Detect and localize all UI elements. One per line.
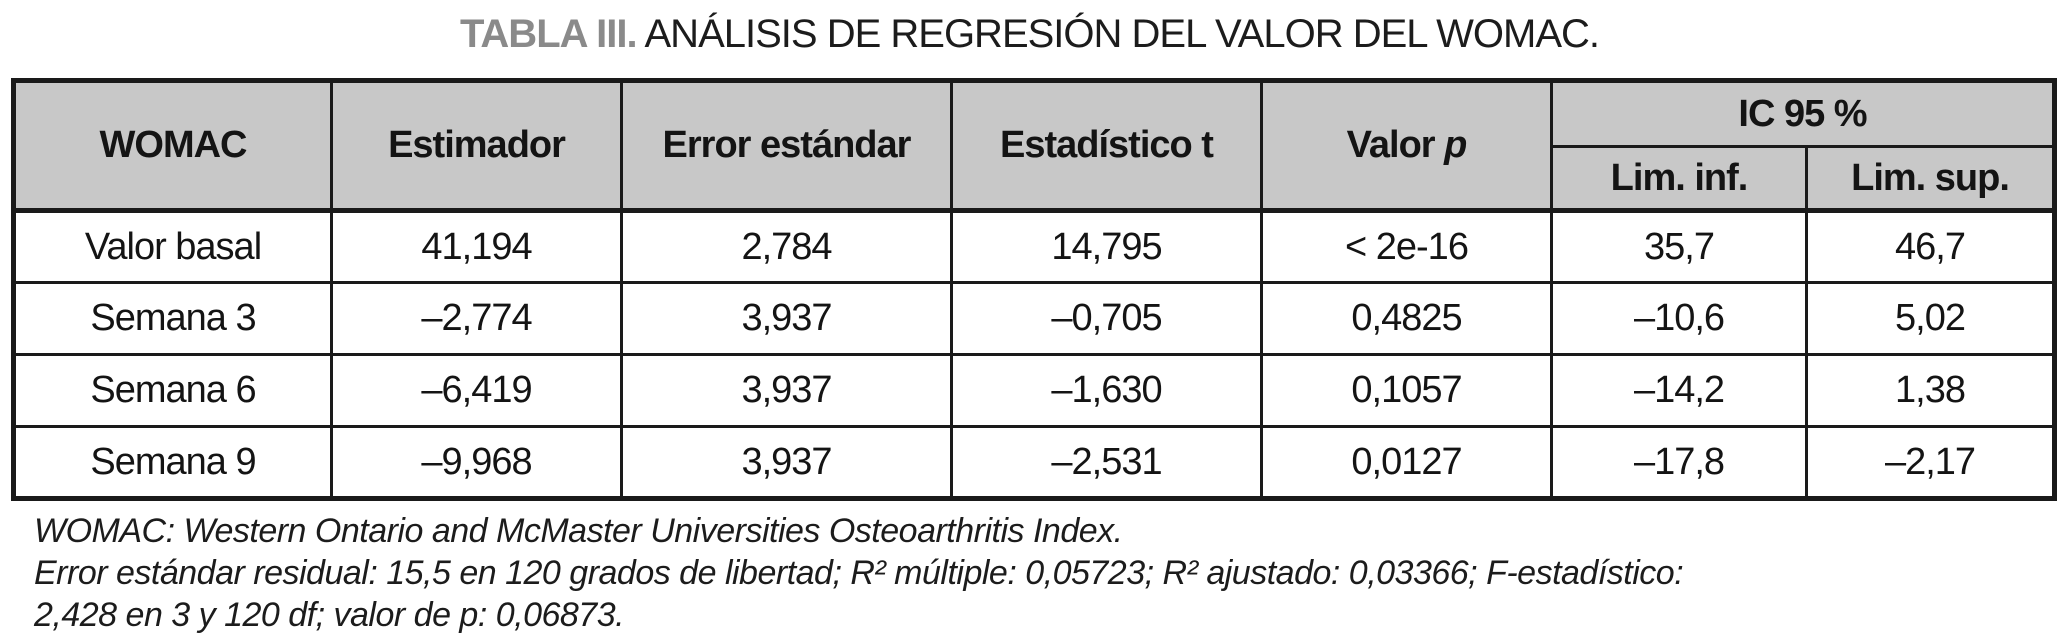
cell-estimador: –6,419 [332, 355, 622, 427]
footnote-regression-stats-1: Error estándar residual: 15,5 en 120 grados de libertad; R² múltiple: 0,05723; R² ajustado: 0,03366; F-estadístico: [34, 554, 1684, 592]
table-footnotes [34, 510, 2044, 636]
valor-p-variable: p [1444, 124, 1467, 166]
footnote-regression-stats-2: 2,428 en 3 y 120 df; valor de p: 0,06873. [34, 596, 625, 634]
header-cell-estadistico-t: Estadístico t [952, 81, 1262, 211]
cell-lim-sup: 1,38 [1807, 355, 2055, 427]
cell-estimador: –2,774 [332, 283, 622, 355]
table-body [14, 211, 2055, 499]
cell-error-estandar: 3,937 [622, 427, 952, 499]
table-row-semana-3 [14, 283, 2055, 355]
cell-estadistico-t: –2,531 [952, 427, 1262, 499]
table-row-semana-9 [14, 427, 2055, 499]
cell-error-estandar: 3,937 [622, 355, 952, 427]
cell-lim-sup: 5,02 [1807, 283, 2055, 355]
table-header [14, 81, 2055, 211]
row-label: Semana 3 [14, 283, 332, 355]
cell-lim-inf: –14,2 [1552, 355, 1807, 427]
cell-estadistico-t: –1,630 [952, 355, 1262, 427]
header-cell-lim-sup: Lim. sup. [1807, 147, 2055, 211]
cell-valor-p: 0,0127 [1262, 427, 1552, 499]
header-cell-error-estandar: Error estándar [622, 81, 952, 211]
cell-estimador: –9,968 [332, 427, 622, 499]
table-row-semana-6 [14, 355, 2055, 427]
header-cell-ic95: IC 95 % [1552, 81, 2055, 147]
footnote-womac-definition: WOMAC: Western Ontario and McMaster Universities Osteoarthritis Index. [34, 512, 1123, 550]
header-cell-estimador: Estimador [332, 81, 622, 211]
cell-lim-sup: –2,17 [1807, 427, 2055, 499]
cell-error-estandar: 3,937 [622, 283, 952, 355]
header-cell-womac: WOMAC [14, 81, 332, 211]
cell-lim-inf: –10,6 [1552, 283, 1807, 355]
table-row-valor-basal [14, 211, 2055, 283]
valor-p-prefix: Valor [1346, 124, 1445, 166]
header-cell-lim-inf: Lim. inf. [1552, 147, 1807, 211]
row-label: Valor basal [14, 211, 332, 283]
regression-table [11, 78, 2057, 501]
cell-valor-p: 0,4825 [1262, 283, 1552, 355]
cell-estadistico-t: –0,705 [952, 283, 1262, 355]
row-label: Semana 9 [14, 427, 332, 499]
table-title-text: ANÁLISIS DE REGRESIÓN DEL VALOR DEL WOMAC. [644, 12, 1600, 56]
cell-valor-p: 0,1057 [1262, 355, 1552, 427]
row-label: Semana 6 [14, 355, 332, 427]
cell-error-estandar: 2,784 [622, 211, 952, 283]
table-title-label: TABLA III. [459, 12, 637, 56]
cell-estimador: 41,194 [332, 211, 622, 283]
cell-lim-inf: 35,7 [1552, 211, 1807, 283]
table-title [0, 12, 2059, 56]
header-cell-valor-p [1262, 81, 1552, 211]
cell-estadistico-t: 14,795 [952, 211, 1262, 283]
cell-valor-p: < 2e-16 [1262, 211, 1552, 283]
cell-lim-inf: –17,8 [1552, 427, 1807, 499]
cell-lim-sup: 46,7 [1807, 211, 2055, 283]
